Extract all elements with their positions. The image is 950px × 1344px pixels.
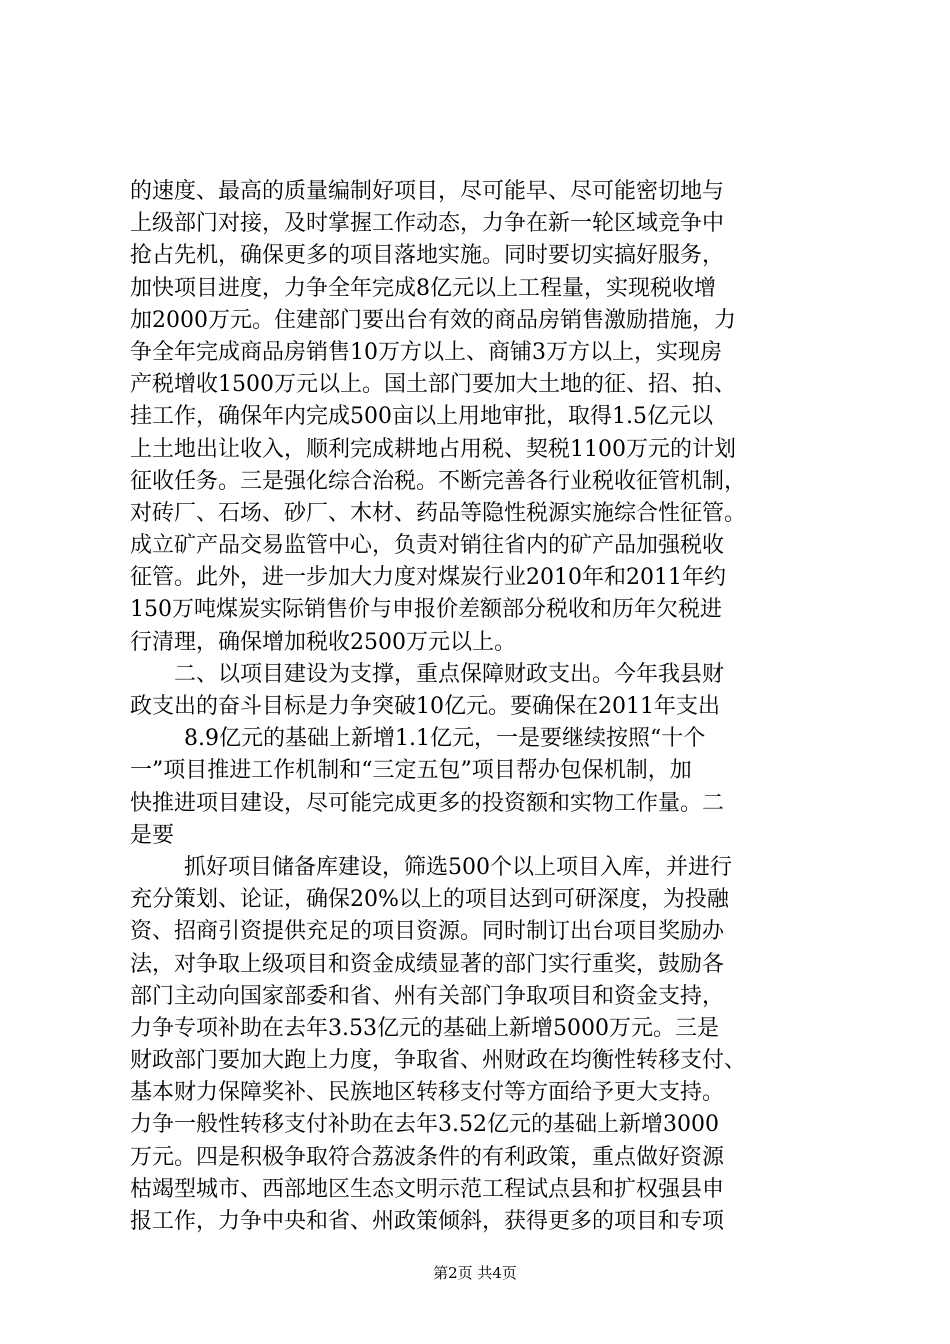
text-line: 加快项目进度，力争全年完成8亿元以上工程量，实现税收增 bbox=[130, 275, 716, 301]
text-line: 政支出的奋斗目标是力争突破10亿元。要确保在2011年支出 bbox=[130, 694, 720, 719]
text-line: 法，对争取上级项目和资金成绩显著的部门实行重奖，鼓励各 bbox=[130, 951, 725, 977]
paragraph-start-line: 二、以项目建设为支撑，重点保障财政支出。今年我县财 bbox=[174, 661, 725, 687]
text-line: 充分策划、论证，确保20%以上的项目达到可研深度，为投融 bbox=[130, 887, 729, 913]
text-line: 挂工作，确保年内完成500亩以上用地审批，取得1.5亿元以 bbox=[130, 404, 713, 430]
text-line: 枯竭型城市、西部地区生态文明示范工程试点县和扩权强县申 bbox=[130, 1176, 725, 1202]
text-line: 征管。此外，进一步加大力度对煤炭行业2010年和2011年约 bbox=[130, 565, 726, 591]
text-line: 力争专项补助在去年3.53亿元的基础上新增5000万元。三是 bbox=[130, 1015, 719, 1041]
text-line: 部门主动向国家部委和省、州有关部门争取项目和资金支持， bbox=[130, 983, 725, 1009]
text-line: 财政部门要加大跑上力度，争取省、州财政在均衡性转移支付、 bbox=[130, 1048, 747, 1074]
text-line: 上级部门对接，及时掌握工作动态，力争在新一轮区域竞争中 bbox=[130, 211, 725, 237]
text-line: 快推进项目建设，尽可能完成更多的投资额和实物工作量。二 bbox=[130, 790, 725, 816]
text-line: 力争一般性转移支付补助在去年3.52亿元的基础上新增3000 bbox=[130, 1112, 719, 1138]
text-line: 上土地出让收入，顺利完成耕地占用税、契税1100万元的计划 bbox=[130, 436, 736, 462]
text-line: 争全年完成商品房销售10万方以上、商铺3万方以上，实现房 bbox=[130, 339, 722, 365]
text-line: 是要 bbox=[130, 822, 175, 848]
text-line: 产税增收1500万元以上。国土部门要加大土地的征、招、拍、 bbox=[130, 372, 736, 398]
page-footer bbox=[0, 1263, 950, 1283]
text-line: 万元。四是积极争取符合荔波条件的有利政策，重点做好资源 bbox=[130, 1144, 725, 1170]
text-line: 成立矿产品交易监管中心，负责对销往省内的矿产品加强税收 bbox=[130, 533, 725, 559]
paragraph-start-line: 8.9亿元的基础上新增1.1亿元，一是要继续按照“十个 bbox=[184, 726, 706, 752]
text-line: 150万吨煤炭实际销售价与申报价差额部分税收和历年欠税进 bbox=[130, 597, 722, 623]
text-line: 抢占先机，确保更多的项目落地实施。同时要切实搞好服务， bbox=[130, 243, 725, 269]
page-number: 第2页 共4页 bbox=[433, 1264, 517, 1282]
text-line: 征收任务。三是强化综合治税。不断完善各行业税收征管机制， bbox=[130, 468, 747, 494]
text-line: 资、招商引资提供充足的项目资源。同时制订出台项目奖励办 bbox=[130, 919, 725, 945]
text-line: 对砖厂、石场、砂厂、木材、药品等隐性税源实施综合性征管。 bbox=[130, 500, 747, 526]
document-body bbox=[130, 176, 830, 1238]
text-line: 报工作，力争中央和省、州政策倾斜，获得更多的项目和专项 bbox=[130, 1209, 725, 1234]
text-line: 加2000万元。住建部门要出台有效的商品房销售激励措施，力 bbox=[130, 307, 736, 333]
paragraph-start-line: 抓好项目储备库建设，筛选500个以上项目入库，并进行 bbox=[184, 854, 732, 880]
text-line: 一”项目推进工作机制和“三定五包”项目帮办包保机制，加 bbox=[130, 758, 692, 784]
text-line: 行清理，确保增加税收2500万元以上。 bbox=[130, 629, 516, 655]
text-line: 基本财力保障奖补、民族地区转移支付等方面给予更大支持。 bbox=[130, 1080, 725, 1106]
text-line: 的速度、最高的质量编制好项目，尽可能早、尽可能密切地与 bbox=[130, 179, 725, 204]
